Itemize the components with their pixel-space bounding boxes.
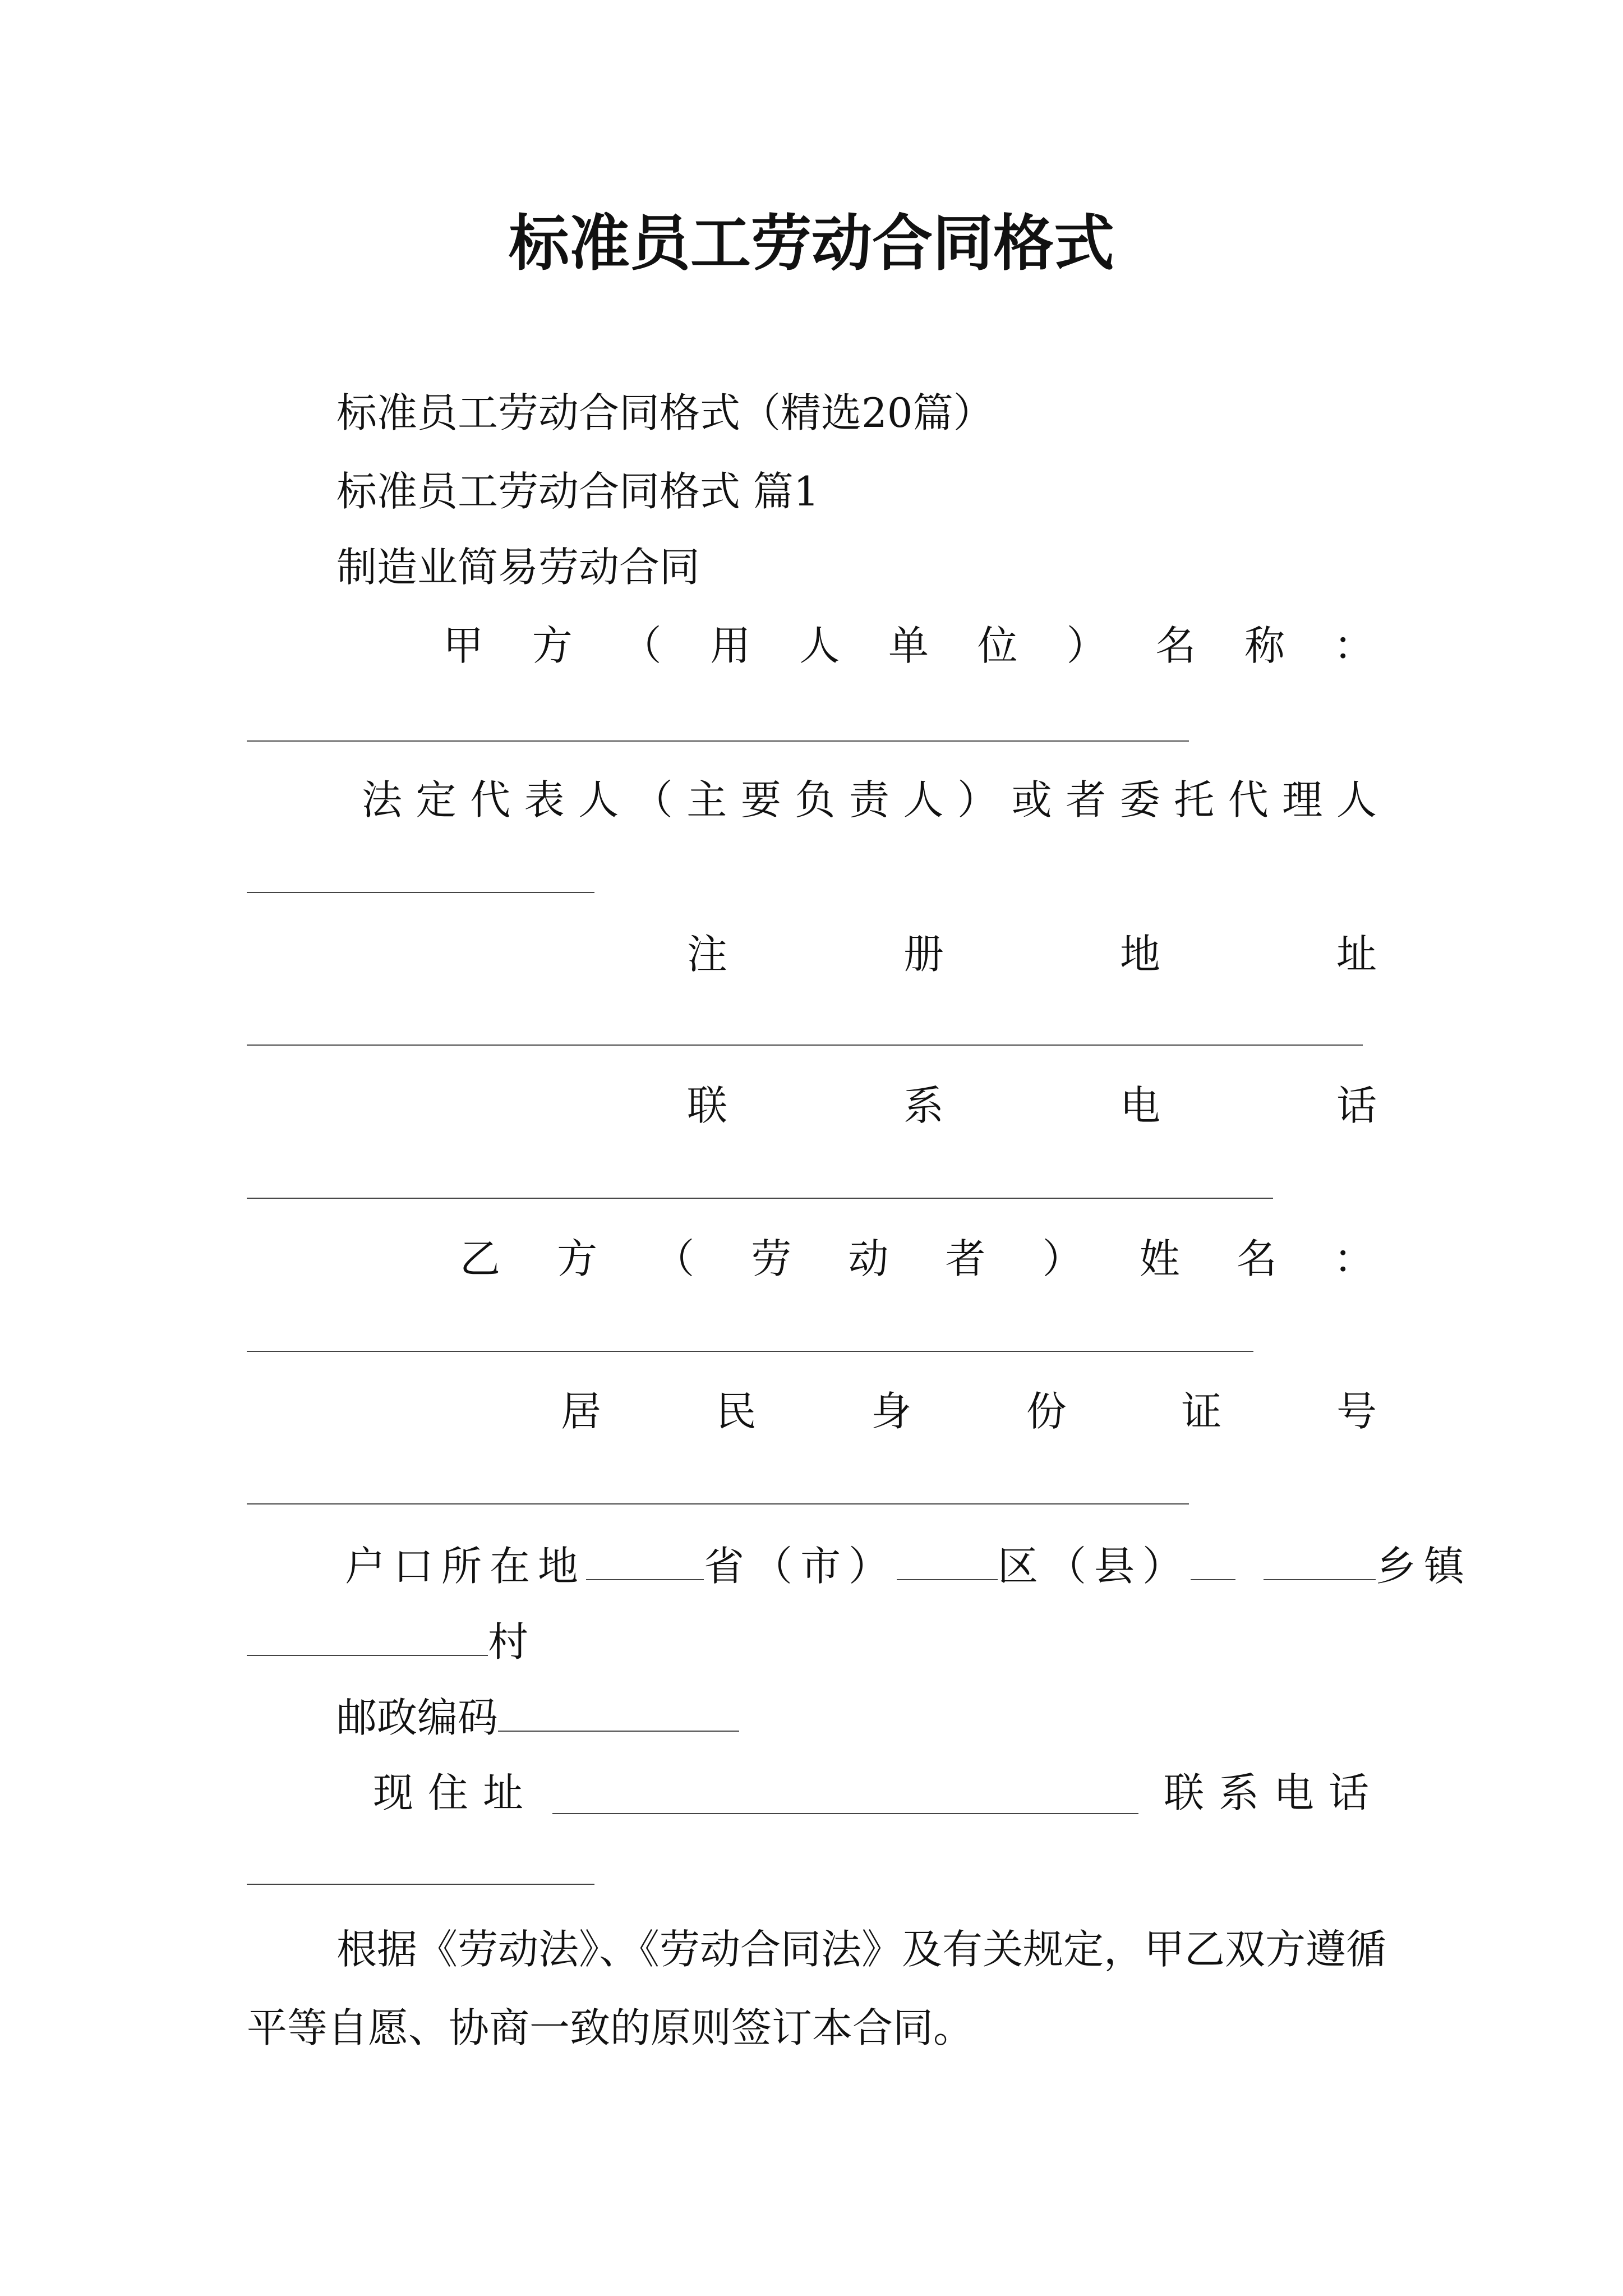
hukou-township-blank[interactable]: [1264, 1545, 1376, 1580]
party-b-id-blank[interactable]: [247, 1503, 1189, 1504]
hukou-district-blank[interactable]: [897, 1545, 998, 1580]
legal-basis-clause: 根据《劳动法》、《劳动合同法》及有关规定，甲乙双方遵循平等自愿、协商一致的原则签订本合同。: [247, 1926, 1387, 2051]
party-a-phone-blank[interactable]: [247, 1198, 1273, 1199]
hukou-line: [345, 1543, 1473, 1590]
hukou-township-label: 乡镇: [1376, 1543, 1473, 1590]
current-address-blank[interactable]: [552, 1813, 1138, 1814]
current-phone-label: 联系电话: [1164, 1769, 1384, 1816]
subtitle-collection: 标准员工劳动合同格式（精选20篇）: [336, 389, 994, 436]
hukou-village-line: [247, 1618, 529, 1665]
current-phone-blank[interactable]: [247, 1884, 594, 1885]
party-b-name-label: 乙 方 （ 劳 动 者 ） 姓 名 ：: [460, 1235, 1374, 1282]
contract-name: 制造业简易劳动合同: [336, 544, 700, 591]
hukou-village-blank[interactable]: [247, 1621, 488, 1656]
current-address-label: 现住址: [373, 1769, 538, 1816]
party-a-phone-label: 联 系 电 话: [687, 1082, 1377, 1129]
party-a-name-blank[interactable]: [247, 740, 1189, 742]
postcode-label: 邮政编码: [336, 1694, 499, 1741]
postcode-line: [336, 1694, 739, 1741]
subtitle-article: 标准员工劳动合同格式 篇1: [336, 468, 819, 515]
party-a-rep-label: 法 定 代 表 人 （ 主 要 负 责 人 ） 或 者 委 托 代 理 人: [362, 776, 1377, 823]
party-b-name-blank[interactable]: [247, 1351, 1253, 1352]
hukou-province-blank[interactable]: [586, 1545, 704, 1580]
document-title: 标准员工劳动合同格式: [508, 208, 1114, 279]
hukou-prefix: 户口所在地: [345, 1543, 587, 1590]
party-b-id-label: 居 民 身 份 证 号: [561, 1388, 1377, 1435]
hukou-province-label: 省（市）: [704, 1543, 897, 1590]
hukou-village-label: 村: [488, 1618, 529, 1665]
hukou-extra-blank[interactable]: [1191, 1545, 1235, 1580]
party-a-name-label: 甲 方 （ 用 人 单 位 ） 名 称 ：: [443, 622, 1374, 669]
hukou-district-label: 区（县）: [998, 1543, 1191, 1590]
party-a-address-label: 注 册 地 址: [687, 931, 1377, 978]
postcode-blank[interactable]: [498, 1697, 739, 1732]
party-a-address-blank[interactable]: [247, 1045, 1363, 1046]
party-a-rep-blank[interactable]: [247, 892, 594, 893]
